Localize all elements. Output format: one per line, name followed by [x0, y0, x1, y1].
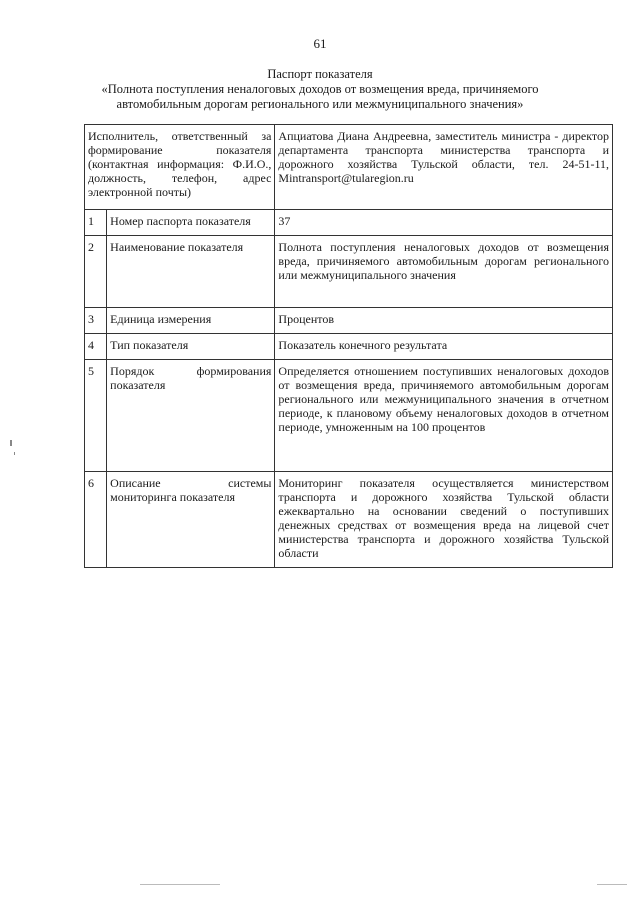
row-value: Показатель конечного результата	[275, 334, 613, 360]
row-number: 4	[85, 334, 107, 360]
title-line-1: Паспорт показателя	[267, 67, 373, 81]
table-row	[85, 308, 613, 334]
row-value: Мониторинг показателя осуществляется министерством транспорта и дорожного хозяйства Тульской области ежеквартально на основании сведений о поступивших денежных средствах от возмещения вреда на лицевой счет министерства транспорта и дорожного хозяйства Тульской области	[275, 472, 613, 568]
table-row-executor	[85, 125, 613, 210]
row-label: Номер паспорта показателя	[107, 210, 275, 236]
row-label: Описание системы мониторинга показателя	[107, 472, 275, 568]
table-row	[85, 360, 613, 472]
title-line-2: «Полнота поступления неналоговых доходов от возмещения вреда, причиняемого	[101, 82, 539, 96]
scan-speck	[14, 452, 15, 455]
table-row	[85, 334, 613, 360]
scan-speck	[140, 884, 220, 885]
row-number: 3	[85, 308, 107, 334]
row-number: 2	[85, 236, 107, 308]
passport-table	[84, 124, 613, 568]
row-label: Тип показателя	[107, 334, 275, 360]
row-label: Порядок формирования показателя	[107, 360, 275, 472]
row-number: 1	[85, 210, 107, 236]
executor-label: Исполнитель, ответственный за формирование показателя (контактная информация: Ф.И.О., должность, телефон, адрес электронной почты)	[85, 125, 275, 210]
document-title	[60, 67, 580, 112]
table-row	[85, 472, 613, 568]
row-value: 37	[275, 210, 613, 236]
executor-value: Апциатова Диана Андреевна, заместитель министра - директор департамента транспорта министерства транспорта и дорожного хозяйства Тульской области, тел. 24-51-11, Mintransport@tularegion.ru	[275, 125, 613, 210]
row-value: Процентов	[275, 308, 613, 334]
table-row	[85, 236, 613, 308]
row-value: Определяется отношением поступивших неналоговых доходов от возмещения вреда, причиняемого автомобильным дорогам регионального или межмуниципального значения в отчетном периоде, к плановому объему неналоговых доходов в отчетном периоде, умноженным на 100 процентов	[275, 360, 613, 472]
scan-speck	[10, 440, 12, 446]
scan-speck	[597, 884, 627, 885]
row-label: Единица измерения	[107, 308, 275, 334]
page-number: 61	[313, 36, 327, 51]
row-number: 6	[85, 472, 107, 568]
row-number: 5	[85, 360, 107, 472]
title-line-3: автомобильным дорогам регионального или межмуниципального значения»	[116, 97, 524, 111]
row-value: Полнота поступления неналоговых доходов от возмещения вреда, причиняемого автомобильным дорогам регионального или межмуниципального значения	[275, 236, 613, 308]
table-row	[85, 210, 613, 236]
row-label: Наименование показателя	[107, 236, 275, 308]
